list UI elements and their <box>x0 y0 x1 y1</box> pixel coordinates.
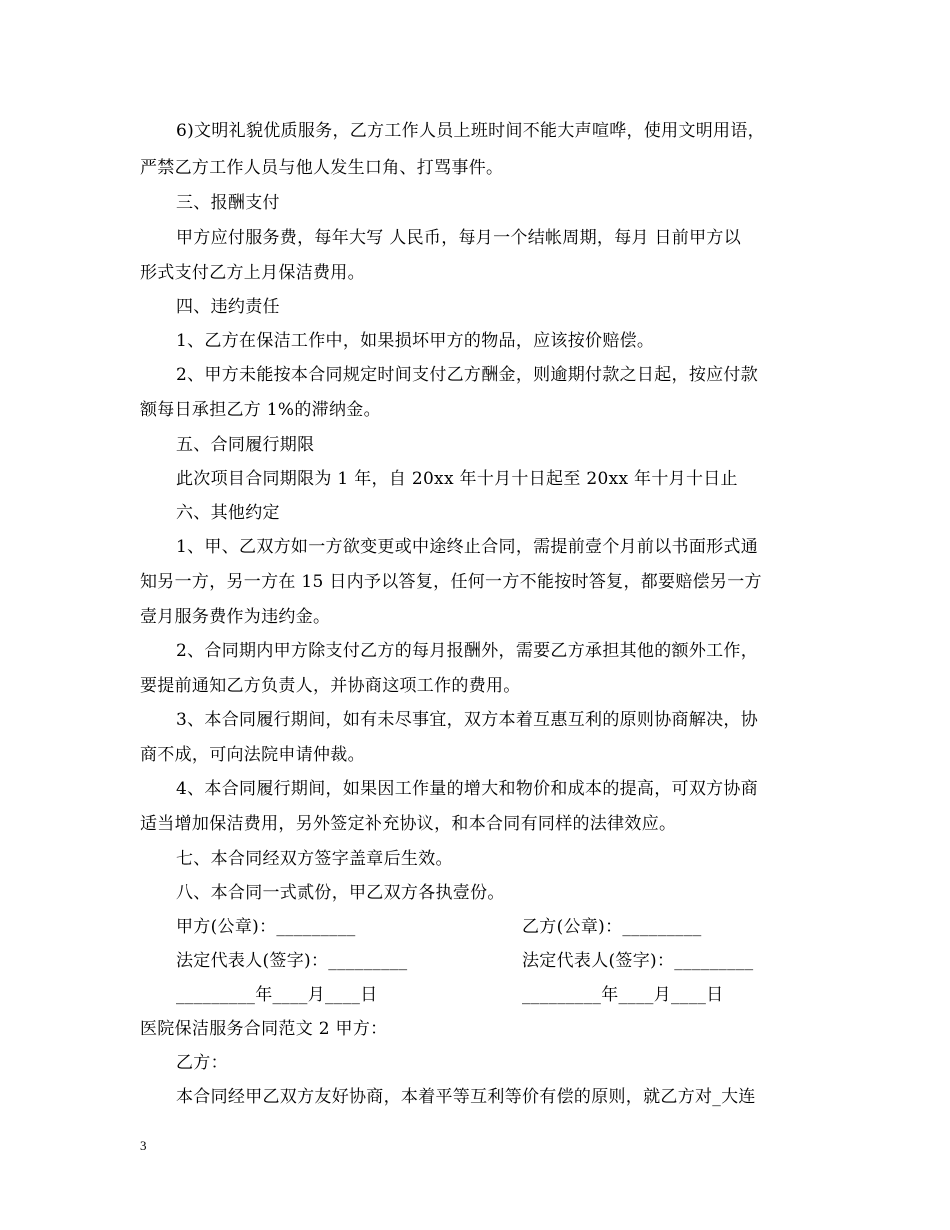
party-b-representative: 法定代表人(签字)：_________ <box>522 951 754 971</box>
other-item-3-line-1: 3、本合同履行期间，如有未尽事宜，双方本着互惠互利的原则协商解决，协 <box>176 710 759 730</box>
liability-item-2-line-1: 2、甲方未能按本合同规定时间支付乙方酬金，则逾期付款之日起，按应付款 <box>176 365 759 385</box>
other-item-1-line-2: 知另一方，另一方在 15 日内予以答复，任何一方不能按时答复，都要赔偿另一方 <box>140 572 762 592</box>
section-heading-payment: 三、报酬支付 <box>176 193 280 213</box>
clause-6-line-2: 严禁乙方工作人员与他人发生口角、打骂事件。 <box>140 158 504 178</box>
party-b-date: _________年____月____日 <box>522 985 724 1005</box>
section-heading-term: 五、合同履行期限 <box>176 435 315 455</box>
payment-line-1: 甲方应付服务费，每年大写 人民币，每月一个结帐周期，每月 日前甲方以 <box>176 228 742 248</box>
next-contract-party-b: 乙方： <box>176 1053 228 1073</box>
term-line: 此次项目合同期限为 1 年，自 20xx 年十月十日起至 20xx 年十月十日止 <box>176 469 738 489</box>
section-heading-liability: 四、违约责任 <box>176 297 280 317</box>
next-contract-intro: 本合同经甲乙双方友好协商，本着平等互利等价有偿的原则，就乙方对_大连 <box>176 1087 756 1107</box>
section-heading-other: 六、其他约定 <box>176 503 280 523</box>
party-a-representative: 法定代表人(签字)：_________ <box>176 951 408 971</box>
party-b-seal: 乙方(公章)：_________ <box>522 917 702 937</box>
section-heading-copies: 八、本合同一式贰份，甲乙双方各执壹份。 <box>176 883 505 903</box>
other-item-1-line-3: 壹月服务费作为违约金。 <box>140 607 331 627</box>
page-number: 3 <box>140 1138 147 1153</box>
party-a-date: _________年____月____日 <box>176 985 378 1005</box>
clause-6-line-1: 6)文明礼貌优质服务，乙方工作人员上班时间不能大声喧哗，使用文明用语， <box>176 121 765 141</box>
liability-item-1: 1、乙方在保洁工作中，如果损坏甲方的物品，应该按价赔偿。 <box>176 331 655 351</box>
other-item-4-line-2: 适当增加保洁费用，另外签定补充协议，和本合同有同样的法律效应。 <box>140 814 677 834</box>
other-item-4-line-1: 4、本合同履行期间，如果因工作量的增大和物价和成本的提高，可双方协商 <box>176 779 759 799</box>
other-item-2-line-2: 要提前通知乙方负责人，并协商这项工作的费用。 <box>140 676 521 696</box>
liability-item-2-line-2: 额每日承担乙方 1%的滞纳金。 <box>140 400 381 420</box>
party-a-seal: 甲方(公章)：_________ <box>176 917 356 937</box>
other-item-1-line-1: 1、甲、乙双方如一方欲变更或中途终止合同，需提前壹个月前以书面形式通 <box>176 537 759 557</box>
other-item-3-line-2: 商不成，可向法院申请仲裁。 <box>140 745 365 765</box>
payment-line-2: 形式支付乙方上月保洁费用。 <box>140 263 365 283</box>
other-item-2-line-1: 2、合同期内甲方除支付乙方的每月报酬外，需要乙方承担其他的额外工作， <box>176 641 759 661</box>
next-contract-title: 医院保洁服务合同范文 2 甲方： <box>140 1019 388 1039</box>
section-heading-effective: 七、本合同经双方签字盖章后生效。 <box>176 849 453 869</box>
